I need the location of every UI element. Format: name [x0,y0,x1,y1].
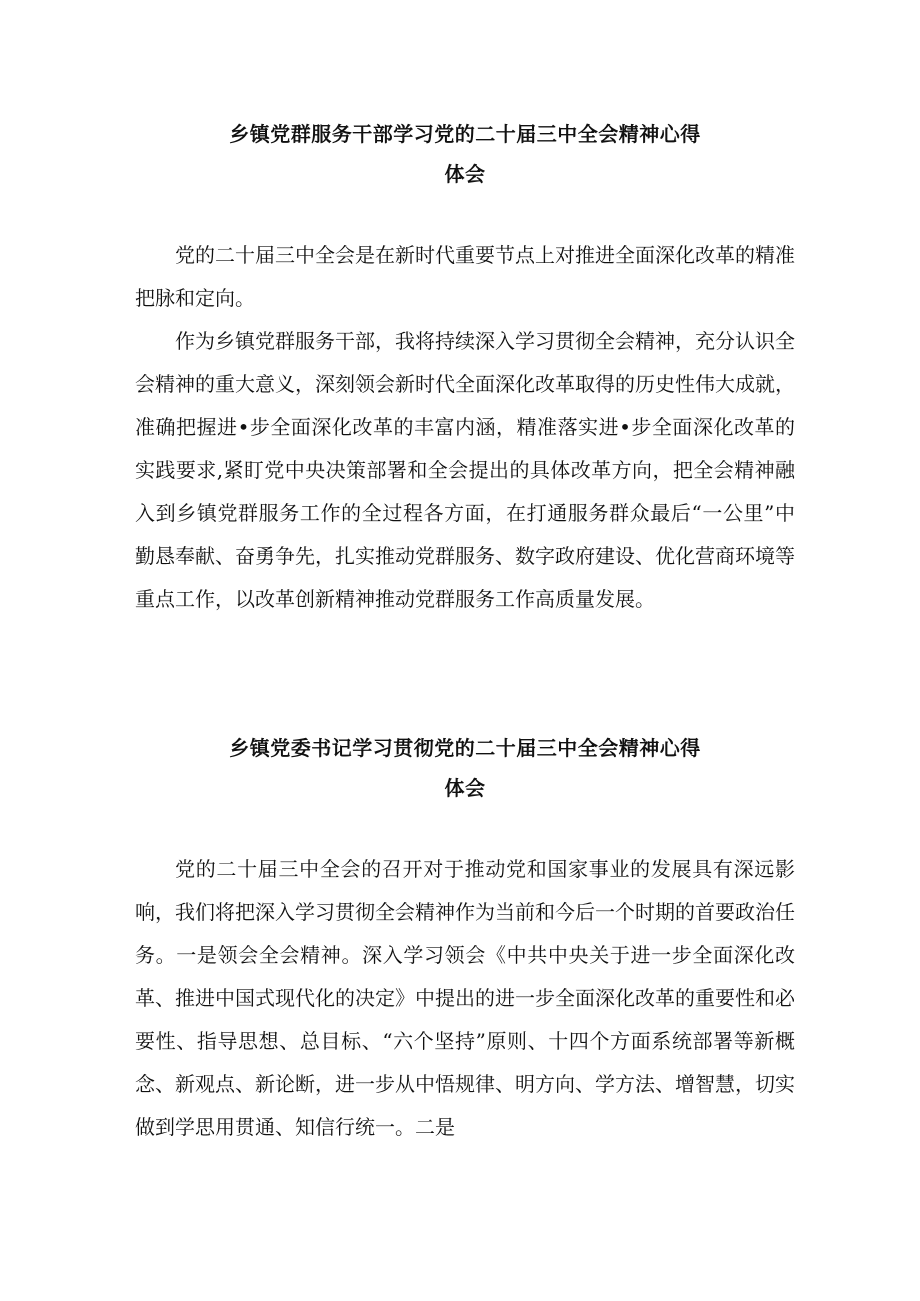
article-title-2-line-1: 乡镇党委书记学习贯彻党的二十届三中全会精神心得 [229,736,701,760]
article-body-2 [135,848,795,1149]
paragraph: 党的二十届三中全会是在新时代重要节点上对推进全面深化改革的精准把脉和定向。 [135,243,795,310]
article-title-1-line-1: 乡镇党群服务干部学习党的二十届三中全会精神心得 [229,122,701,146]
article-title-1-line-2: 体会 [444,162,486,186]
article-section-2 [135,728,795,1149]
article-section-1 [135,114,795,621]
paragraph: 党的二十届三中全会的召开对于推动党和国家事业的发展具有深远影响，我们将把深入学习贯彻全会精神作为当前和今后一个时期的首要政治任务。一是领会全会精神。深入学习领会《中共中央关于进一步全面深化改革、推进中国式现代化的决定》中提出的进一步全面深化改革的重要性和必要性、指导思想、总目标、“六个坚持”原则、十四个方面系统部署等新概念、新观点、新论断，进一步从中悟规律、明方向、学方法、增智慧，切实做到学思用贯通、知信行统一。二是 [135,857,795,1139]
article-title-2 [135,728,795,808]
article-title-2-line-2: 体会 [444,776,486,800]
article-body-1 [135,234,795,621]
paragraph: 作为乡镇党群服务干部，我将持续深入学习贯彻全会精神，充分认识全会精神的重大意义，深刻领会新时代全面深化改革取得的历史性伟大成就，准确把握进•步全面深化改革的丰富内涵，精准落实进•步全面深化改革的实践要求,紧盯党中央决策部署和全会提出的具体改革方向，把全会精神融入到乡镇党群服务工作的全过程各方面，在打通服务群众最后“一公里”中勤恳奉献、奋勇争先，扎实推动党群服务、数字政府建设、优化营商环境等重点工作，以改革创新精神推动党群服务工作高质量发展。 [135,329,795,611]
article-title-1 [135,114,795,194]
